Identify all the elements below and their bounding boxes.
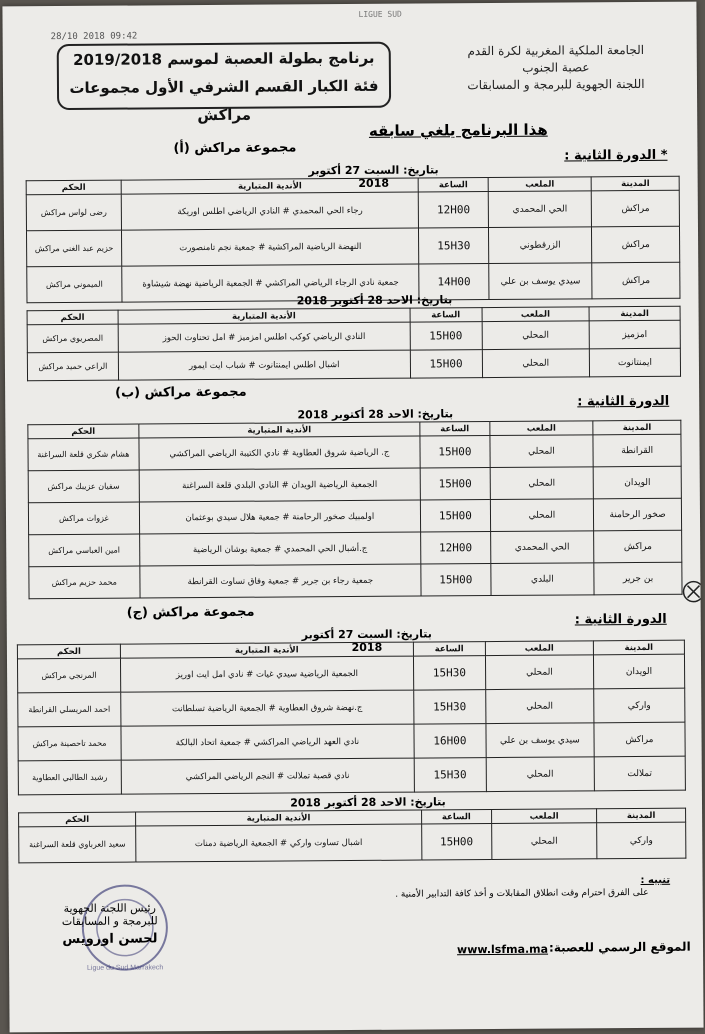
col-stadium: الملعب xyxy=(482,307,590,322)
match-cell: اشبال تساوت واركي # الجمعية الرياضية دمنات xyxy=(136,824,422,862)
stadium-cell: الزرقطوني xyxy=(488,227,592,264)
time-cell: 15H30 xyxy=(413,690,486,725)
col-time: الساعة xyxy=(410,308,482,323)
document-page xyxy=(2,2,703,1033)
stadium-cell: المحلي xyxy=(486,757,594,792)
city-cell: الويدان xyxy=(593,466,681,499)
stadium-cell: المحلي xyxy=(482,321,590,350)
match-date: بتاريخ: السبت 27 أكتوبر 2018 xyxy=(308,163,439,190)
table-row xyxy=(18,756,685,795)
website-link[interactable]: www.lsfma.ma xyxy=(456,942,549,957)
schedule-table-group-a-sun xyxy=(27,306,681,382)
time-cell: 12H00 xyxy=(421,532,491,564)
table-row xyxy=(18,722,685,761)
time-cell: 15H30 xyxy=(413,656,486,691)
stadium-cell: سيدي يوسف بن علي xyxy=(486,723,594,758)
table-row xyxy=(28,498,681,535)
city-cell: واركي xyxy=(597,822,686,859)
document-title: برنامج بطولة العصبة لموسم 2019/2018 xyxy=(73,48,375,69)
city-cell: القرانطة xyxy=(593,434,681,467)
col-match: الأندية المتبارية xyxy=(139,422,421,438)
col-stadium: الملعب xyxy=(488,177,592,192)
schedule-table-group-c-sun xyxy=(18,808,686,864)
match-cell: الجمعية الرياضية الويدان # النادي البلدي قلعة السراغنة xyxy=(139,468,421,502)
referee-cell: المصريوي مراكش xyxy=(27,324,118,353)
match-cell: ج. الرياضية شروق العطاوية # نادي الكتيبة الرياضي المراكشي xyxy=(139,436,421,470)
referee-cell: محمد تاحصينة مراكش xyxy=(18,726,121,761)
city-cell: مراكش xyxy=(592,190,680,227)
round-label: * الدورة الثانية : xyxy=(564,147,668,164)
referee-cell: محمد حزيم مراكش xyxy=(29,566,140,599)
match-date: بتاريخ: الاحد 28 أكتوبر 2018 xyxy=(290,795,446,810)
col-stadium: الملعب xyxy=(492,809,597,824)
table-row xyxy=(18,688,685,727)
time-cell: 16H00 xyxy=(414,724,487,759)
time-cell: 15H00 xyxy=(410,322,482,351)
city-cell: امزميز xyxy=(589,320,680,349)
match-cell: اولمبيك صخور الرحامنة # جمعية هلال سيدي بوعثمان xyxy=(139,500,421,534)
stadium-cell: الحي المحمدي xyxy=(488,191,592,228)
stadium-cell: المحلي xyxy=(492,823,597,860)
organization-header xyxy=(441,42,671,95)
col-referee: الحكم xyxy=(28,424,139,439)
match-cell: نادي قصبة تملالت # النجم الرياضي المراكشي xyxy=(121,758,414,794)
col-referee: الحكم xyxy=(19,812,136,827)
city-cell: مراكش xyxy=(594,530,682,563)
table-row xyxy=(27,348,680,381)
col-city: المدينة xyxy=(592,176,680,191)
col-referee: الحكم xyxy=(17,644,120,659)
table-row xyxy=(26,226,679,267)
group-label: مجموعة مراكش (ج) xyxy=(126,604,255,621)
seal-text: Ligue du Sud Marrakech xyxy=(86,964,164,972)
group-label: مجموعة مراكش (ب) xyxy=(115,384,247,401)
referee-cell: الراعي حميد مراكش xyxy=(27,352,118,381)
col-time: الساعة xyxy=(421,810,492,824)
time-cell: 14H00 xyxy=(419,264,489,300)
col-time: الساعة xyxy=(420,422,490,436)
city-cell: ايمنتانوت xyxy=(589,348,680,377)
time-cell: 15H00 xyxy=(420,436,490,468)
cancellation-notice: هذا البرنامج يلغي سابقه xyxy=(368,120,548,140)
print-timestamp: 28/10 2018 09:42 xyxy=(50,31,138,43)
time-cell: 15H30 xyxy=(419,228,489,264)
table-row xyxy=(26,190,679,231)
round-label: الدورة الثانية : xyxy=(577,393,670,410)
org-line: اللجنة الجهوية للبرمجة و المسابقات xyxy=(467,76,645,93)
col-stadium: الملعب xyxy=(489,421,593,436)
col-referee: الحكم xyxy=(27,310,118,325)
table-row xyxy=(27,320,680,353)
stadium-cell: المحلي xyxy=(490,499,594,532)
city-cell: بن جرير xyxy=(594,562,682,595)
referee-cell: رشيد الطالبي العطاوية xyxy=(18,760,121,795)
signature-title: رئيس اللجنة الجهوية للبرمجة و المسابقات xyxy=(61,901,158,929)
match-cell: ج.نهضة شروق العطاوية # الجمعية الرياضية تسلطانت xyxy=(121,690,414,726)
match-date: بتاريخ: الاحد 28 أكتوبر 2018 xyxy=(297,407,454,422)
fax-header: LIGUE SUD xyxy=(358,9,402,19)
time-cell: 15H00 xyxy=(421,564,491,596)
time-cell: 15H00 xyxy=(420,468,490,500)
group-label: مجموعة مراكش (أ) xyxy=(173,140,297,157)
city-cell: صخور الرحامنة xyxy=(594,498,682,531)
city-cell: واركي xyxy=(593,688,684,723)
table-row xyxy=(28,434,681,471)
referee-cell: احمد المريسلي القرانطة xyxy=(18,692,121,727)
referee-cell: المرنجي مراكش xyxy=(17,658,120,693)
col-city: المدينة xyxy=(593,420,681,435)
round-label: الدورة الثانية : xyxy=(574,611,667,628)
referee-cell: سعيد العرباوي قلعة السراغنة xyxy=(19,826,136,863)
website-label: الموقع الرسمي للعصبة: xyxy=(548,939,691,955)
table-row xyxy=(29,530,682,567)
match-cell: اشبال اطلس ايمنتانوت # شباب ايت ايمور xyxy=(118,350,410,380)
col-match: الأندية المتبارية xyxy=(118,308,410,324)
match-cell: جمعية رجاء بن جرير # جمعية وفاق تساوت القرانطة xyxy=(140,564,422,598)
time-cell: 15H00 xyxy=(410,350,482,379)
document-subtitle: فئة الكبار القسم الشرفي الأول مجموعات مراكش xyxy=(69,76,379,125)
match-date: بتاريخ: السبت 27 أكتوبر 2018 xyxy=(301,627,432,655)
referee-cell: امين العباسي مراكش xyxy=(29,534,140,567)
org-line: عصبة الجنوب xyxy=(522,60,590,75)
note-text: على الفرق احترام وقت انطلاق المقابلات و أخذ كافة التدابير الأمنية . xyxy=(395,887,649,900)
col-match: الأندية المتبارية xyxy=(136,810,421,826)
col-city: المدينة xyxy=(593,640,684,655)
table-row xyxy=(28,466,681,503)
circled-x-mark-icon xyxy=(681,580,703,604)
city-cell: مراكش xyxy=(592,262,680,299)
match-cell: جمعية نادي الرجاء الرياضي المراكشي # الجمعية الرياضية نهضة شيشاوة xyxy=(122,264,420,302)
col-time: الساعة xyxy=(419,178,489,192)
schedule-table-group-a-sat xyxy=(26,176,681,304)
referee-cell: سفيان عزيبك مراكش xyxy=(28,470,139,503)
match-date: بتاريخ: الاحد 28 أكتوبر 2018 xyxy=(296,293,453,308)
org-line: الجامعة الملكية المغربية لكرة القدم xyxy=(467,42,645,59)
stadium-cell: المحلي xyxy=(486,689,594,724)
time-cell: 15H00 xyxy=(420,500,490,532)
time-cell: 12H00 xyxy=(419,192,489,228)
match-cell: النادي الرياضي كوكب اطلس امزميز # امل تحناوت الحوز xyxy=(118,322,410,352)
signature-block xyxy=(45,901,175,947)
match-cell: النهضة الرياضية المراكشية # جمعية نجم تامنصورت xyxy=(121,228,419,266)
referee-cell: رضى لواس مراكش xyxy=(26,194,121,231)
referee-cell: غزوات مراكش xyxy=(28,502,139,535)
stadium-cell: البلدي xyxy=(490,563,594,596)
signature-name: لحسن اورويس xyxy=(62,931,158,948)
city-cell: تملالت xyxy=(594,756,685,791)
stadium-cell: الحي المحمدي xyxy=(490,531,594,564)
time-cell: 15H30 xyxy=(414,758,487,793)
col-city: المدينة xyxy=(589,306,680,321)
city-cell: الويدان xyxy=(593,654,684,689)
col-match: الأندية المتبارية xyxy=(120,642,413,658)
match-cell: الجمعية الرياضية سيدي غيات # نادي امل ايت اوريز xyxy=(120,656,413,692)
col-city: المدينة xyxy=(597,808,686,823)
city-cell: مراكش xyxy=(594,722,685,757)
col-referee: الحكم xyxy=(26,180,121,195)
table-row xyxy=(19,822,686,863)
stadium-cell: المحلي xyxy=(482,349,590,378)
match-cell: نادي العهد الرياضي المراكشي # جمعية اتحاد البالكة xyxy=(121,724,414,760)
stadium-cell: المحلي xyxy=(485,655,593,690)
city-cell: مراكش xyxy=(592,226,680,263)
referee-cell: حزيم عبد الغني مراكش xyxy=(26,230,121,267)
schedule-table-group-b xyxy=(27,420,682,600)
col-match: الأندية المتبارية xyxy=(121,178,419,194)
match-cell: رجاء الحي المحمدي # النادي الرياضي اطلس اوريكة xyxy=(121,192,419,230)
table-row xyxy=(17,654,684,693)
stadium-cell: سيدي يوسف بن علي xyxy=(489,263,593,300)
schedule-table-group-c-sat xyxy=(17,640,686,796)
col-time: الساعة xyxy=(413,642,485,657)
referee-cell: الميموني مراكش xyxy=(27,266,122,303)
time-cell: 15H00 xyxy=(421,824,492,860)
note-label: تنبيه : xyxy=(640,874,671,887)
col-stadium: الملعب xyxy=(485,641,593,656)
title-box xyxy=(57,42,391,125)
stadium-cell: المحلي xyxy=(490,435,594,468)
match-cell: ج.أشبال الحي المحمدي # جمعية بوشان الرياضية xyxy=(139,532,421,566)
stadium-cell: المحلي xyxy=(490,467,594,500)
referee-cell: هشام شكري قلعة السراغنة xyxy=(28,438,139,471)
table-row xyxy=(29,562,682,599)
